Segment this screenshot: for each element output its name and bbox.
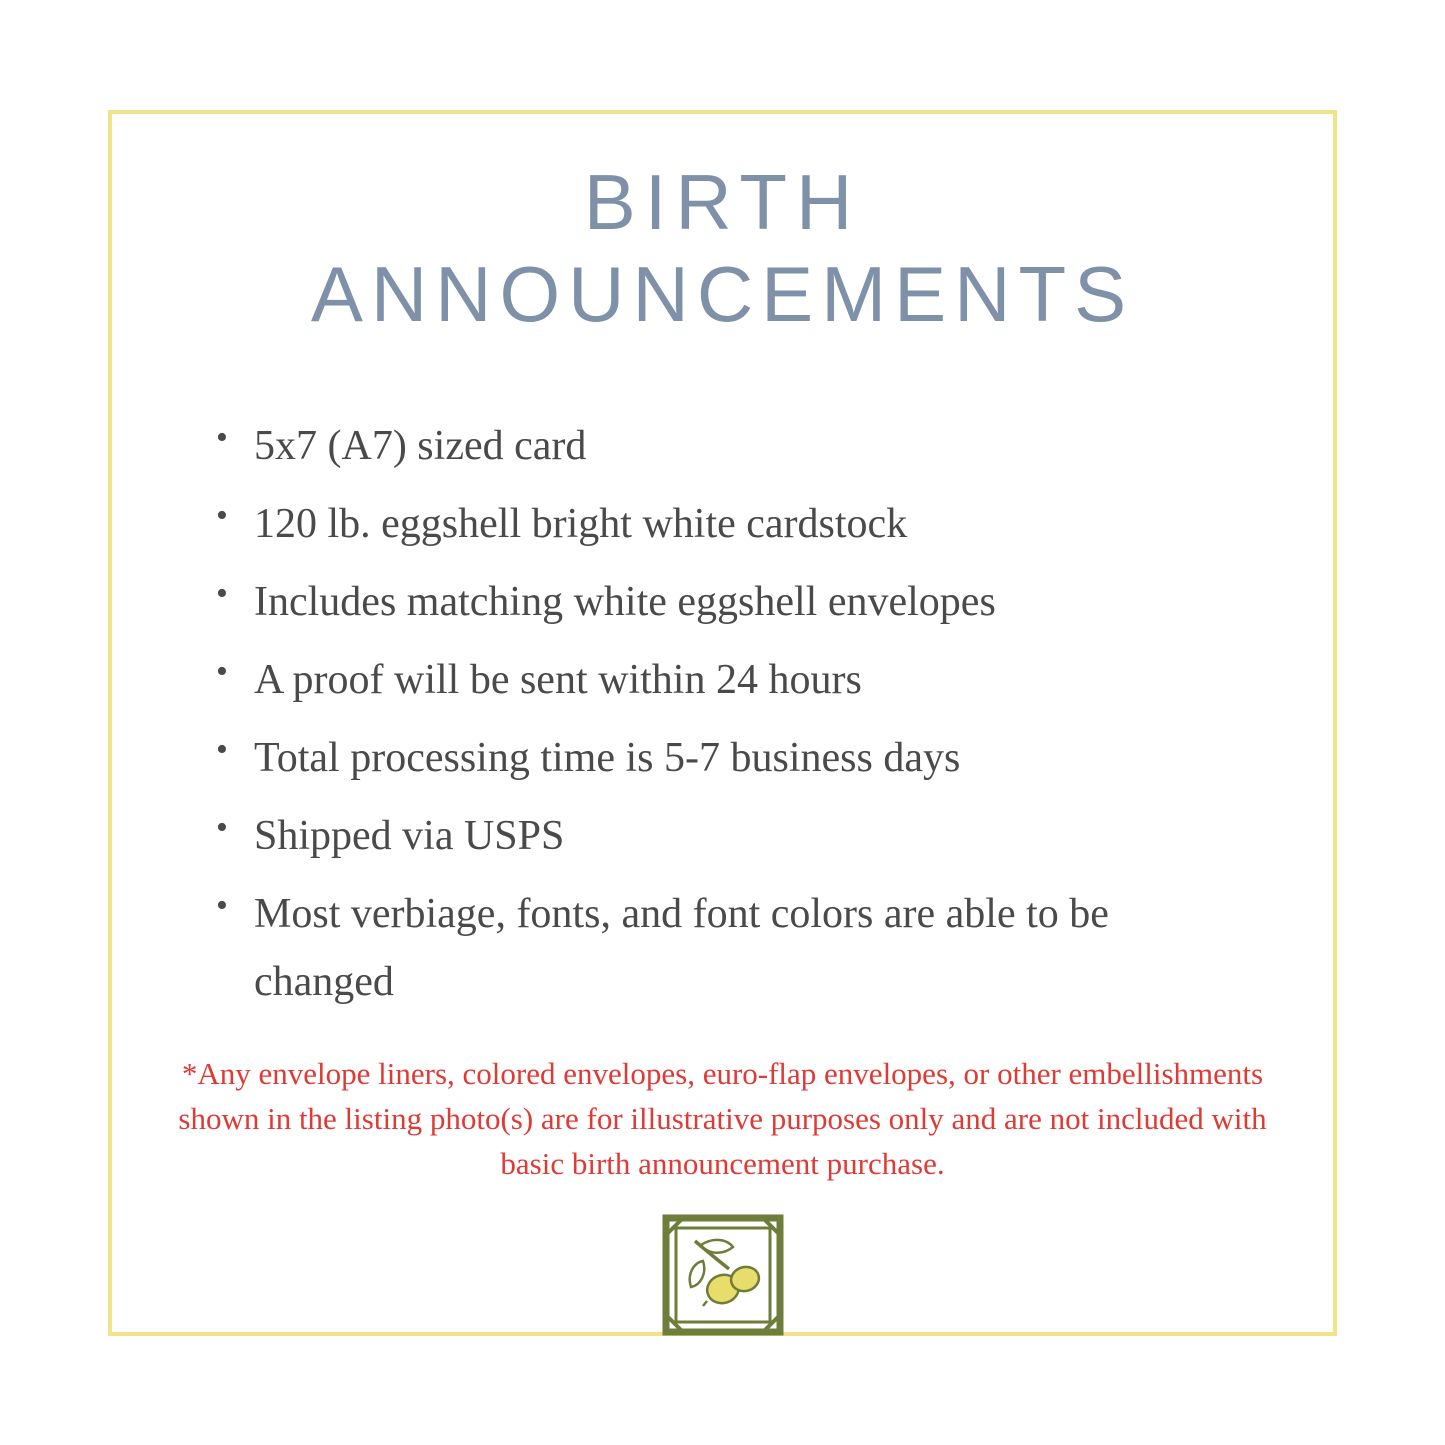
list-item: • 120 lb. eggshell bright white cardstock	[208, 490, 1247, 558]
page-title	[160, 156, 1285, 340]
feature-list	[112, 412, 1333, 1016]
list-item: • Total processing time is 5-7 business days	[208, 724, 1247, 792]
logo-container	[112, 1213, 1333, 1337]
announcement-card	[108, 110, 1337, 1336]
list-item: • A proof will be sent within 24 hours	[208, 646, 1247, 714]
list-item: • Shipped via USPS	[208, 802, 1247, 870]
title-line-1: BIRTH	[583, 158, 862, 246]
list-item: • 5x7 (A7) sized card	[208, 412, 1247, 480]
disclaimer-text: *Any envelope liners, colored envelopes, euro-flap envelopes, or other embellishments shown in the listing photo(s) are for illustrative purposes only and are not included with basic birth announcement purchase.	[178, 1056, 1267, 1182]
list-item: • Most verbiage, fonts, and font colors are able to be changed	[208, 880, 1247, 1016]
lemon-branch-logo-icon	[661, 1213, 785, 1337]
title-line-2: ANNOUNCEMENTS	[310, 250, 1135, 339]
list-item: • Includes matching white eggshell envelopes	[208, 568, 1247, 636]
